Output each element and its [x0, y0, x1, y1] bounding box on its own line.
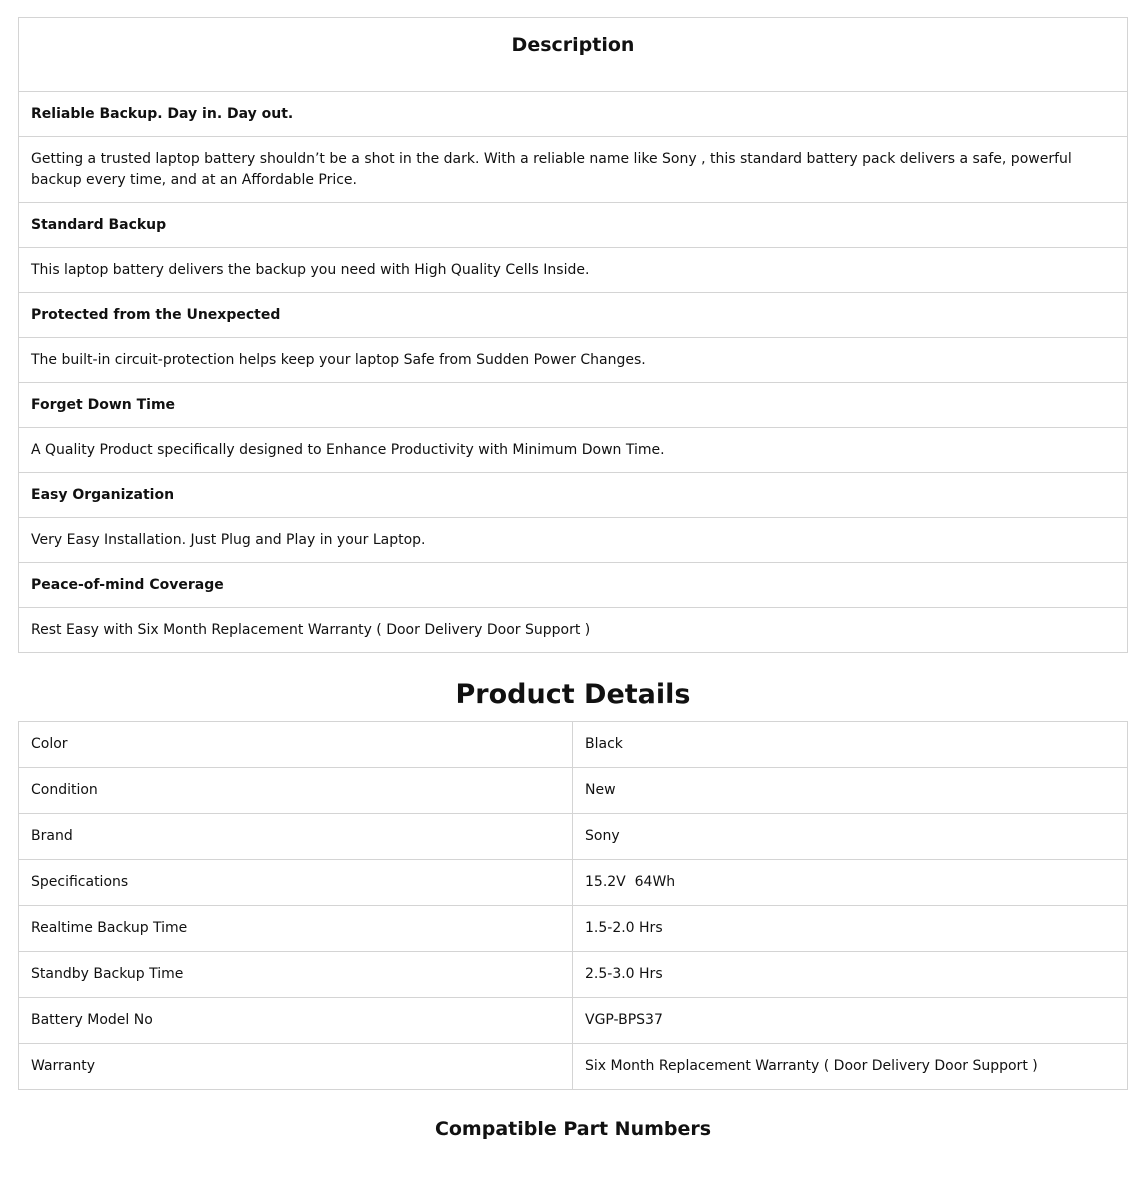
product-details-heading: Product Details — [455, 679, 691, 710]
feature-title-row — [19, 473, 1128, 518]
feature-title: Standard Backup — [19, 203, 1128, 248]
detail-key: Realtime Backup Time — [19, 906, 573, 952]
detail-value: VGP-BPS37 — [573, 998, 1128, 1044]
detail-row — [19, 998, 1128, 1044]
feature-text: Getting a trusted laptop battery shouldn’t be a shot in the dark. With a reliable name like Sony , this standard battery pack delivers a safe, powerful backup every time, and at an Affordable Price. — [19, 137, 1128, 203]
detail-key: Brand — [19, 814, 573, 860]
feature-title-row — [19, 563, 1128, 608]
feature-text-row — [19, 608, 1128, 653]
feature-text-row — [19, 137, 1128, 203]
feature-title: Forget Down Time — [19, 383, 1128, 428]
feature-title: Protected from the Unexpected — [19, 293, 1128, 338]
detail-row — [19, 860, 1128, 906]
detail-key: Standby Backup Time — [19, 952, 573, 998]
detail-key: Condition — [19, 768, 573, 814]
product-details-table — [18, 721, 1128, 1090]
page-content — [18, 17, 1128, 1141]
feature-title-row — [19, 92, 1128, 137]
detail-value: 15.2V 64Wh — [573, 860, 1128, 906]
detail-row — [19, 906, 1128, 952]
description-heading: Description — [19, 18, 1128, 92]
detail-value: Sony — [573, 814, 1128, 860]
feature-title: Easy Organization — [19, 473, 1128, 518]
detail-key: Color — [19, 722, 573, 768]
detail-key: Battery Model No — [19, 998, 573, 1044]
description-table — [18, 17, 1128, 653]
feature-text-row — [19, 518, 1128, 563]
detail-row — [19, 1044, 1128, 1090]
detail-value: Black — [573, 722, 1128, 768]
detail-value: 1.5-2.0 Hrs — [573, 906, 1128, 952]
compatible-part-numbers-heading: Compatible Part Numbers — [434, 1118, 712, 1140]
feature-text: This laptop battery delivers the backup you need with High Quality Cells Inside. — [19, 248, 1128, 293]
detail-row — [19, 722, 1128, 768]
feature-text-row — [19, 248, 1128, 293]
feature-title: Peace-of-mind Coverage — [19, 563, 1128, 608]
feature-title-row — [19, 293, 1128, 338]
feature-title-row — [19, 203, 1128, 248]
detail-row — [19, 814, 1128, 860]
feature-text: A Quality Product specifically designed to Enhance Productivity with Minimum Down Time. — [19, 428, 1128, 473]
feature-text-row — [19, 338, 1128, 383]
feature-title: Reliable Backup. Day in. Day out. — [19, 92, 1128, 137]
feature-text: Rest Easy with Six Month Replacement Warranty ( Door Delivery Door Support ) — [19, 608, 1128, 653]
detail-value: Six Month Replacement Warranty ( Door Delivery Door Support ) — [573, 1044, 1128, 1090]
feature-text: The built-in circuit-protection helps keep your laptop Safe from Sudden Power Changes. — [19, 338, 1128, 383]
feature-text-row — [19, 428, 1128, 473]
detail-row — [19, 952, 1128, 998]
detail-value: New — [573, 768, 1128, 814]
detail-row — [19, 768, 1128, 814]
feature-text: Very Easy Installation. Just Plug and Play in your Laptop. — [19, 518, 1128, 563]
detail-key: Warranty — [19, 1044, 573, 1090]
description-header-row — [19, 18, 1128, 92]
feature-title-row — [19, 383, 1128, 428]
detail-key: Specifications — [19, 860, 573, 906]
detail-value: 2.5-3.0 Hrs — [573, 952, 1128, 998]
